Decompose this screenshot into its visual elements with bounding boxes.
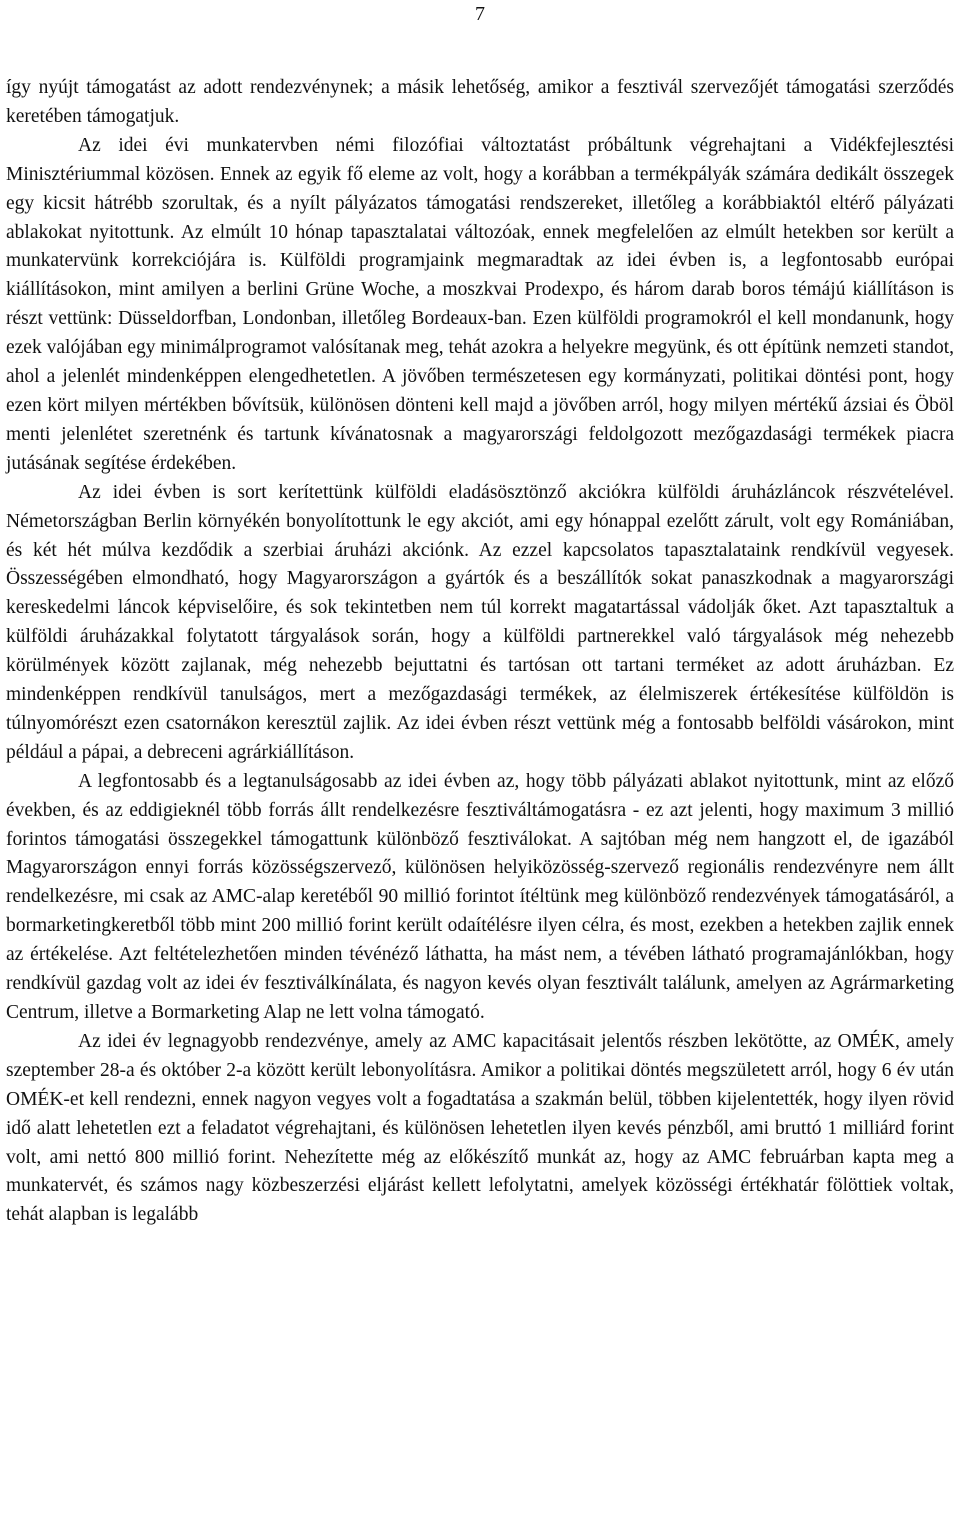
paragraph-sales-actions: Az idei évben is sort kerítettünk külföldi eladásösztönző akciókra külföldi áruházláncok részvételével. Németországban Berlin környékén bonyolítottunk le egy akciót, ami egy hónappal ezelőtt zárult, volt egy Romániában, és két hét múlva kezdődik a szerbiai áruházi akciónk. Az ezzel kapcsolatos tapasztalataink rendkívül vegyesek. Összességében elmondható, hogy Magyarországon a gyártók és a beszállítók sokat panaszkodnak a magyarországi kereskedelmi láncok képviselőire, és sok tekintetben nem túl korrekt magatartással vádolják őket. Azt tapasztaltuk a külföldi áruházakkal folytatott tárgyalások során, hogy a külföldi partnerekkel való tárgyalások még nehezebb körülmények között zajlanak, még nehezebb bejuttatni és tartósan ott tartani terméket az adott áruházban. Ez mindenképpen rendkívül tanulságos, mert a mezőgazdasági termékek, az élelmiszerek értékesítése külföldön is túlnyomórészt ezen csatornákon keresztül zajlik. Az idei évben részt vettünk még a fontosabb belföldi vásárokon, mint például a pápai, a debreceni agrárkiállításon. [6,481,954,763]
page-number: 7 [475,3,485,25]
paragraph-festival-support: A legfontosabb és a legtanulságosabb az idei évben az, hogy több pályázati ablakot nyitottunk, mint az előző években, és az eddigieknél több forrás állt rendelkezésre fesztiváltámogatásra - ez azt jelenti, hogy maximum 3 millió forintos támogatási összegekkel támogattunk különböző fesztiválokat. A sajtóban még nem hangzott el, de igazából Magyarországon ennyi forrás közösségszervező, különösen helyiközösség-szervező regionális rendezvényre nem állt rendelkezésre, mi csak az AMC-alap keretéből 90 millió forintot ítéltünk meg különböző rendezvények támogatásáról, a bormarketingkeretből több mint 200 millió forint került odaítélésre ilyen célra, és most, ezekben a hetekben zajlik ennek az értékelése. Azt feltételezhetően minden tévénéző láthatta, ha mást nem, a tévében látható programajánlókban, hogy rendkívül gazdag volt az idei év fesztiválkínálata, és nagyon kevés olyan fesztivált találunk, amelyen az Agrármarketing Centrum, illetve a Bormarketing Alap ne lett volna támogató. [6,770,954,1023]
document-body [6,74,954,1230]
paragraph-work-plan: Az idei évi munkatervben némi filozófiai változtatást próbáltunk végrehajtani a Vidékfejlesztési Minisztériummal közösen. Ennek az egyik fő eleme az volt, hogy a korábban a termékpályák számára dedikált összegek egy kicsit hátrébb szorultak, és a nyílt pályázatos támogatási rendszereket, illetőleg a korábbiaktól eltérő pályázati ablakokat nyitottunk. Az elmúlt 10 hónap tapasztalatai változóak, ennek megfelelően az elmúlt hetekben sor került a munkatervünk korrekciójára is. Külföldi programjaink megmaradtak az idei évben is, a legfontosabb európai kiállításokon, mint amilyen a berlini Grüne Woche, a moszkvai Prodexpo, és három darab boros témájú kiállításon is részt vettünk: Düsseldorfban, Londonban, illetőleg Bordeaux-ban. Ezen külföldi programokról el kell mondanunk, hogy ezek valójában egy minimálprogramot valósítanak meg, tehát azokra a helyekre megyünk, és ott építünk nemzeti standot, ahol a jelenlét mindenképpen elengedhetetlen. A jövőben természetesen egy kormányzati, politikai döntési pont, hogy ezen kört milyen mértékben bővítsük, különösen dönteni kell majd a jövőben arról, hogy milyen mértékű ázsiai és Öböl menti jelenlétet szeretnénk és tartunk kívánatosnak a magyarországi feldolgozott mezőgazdasági termékek piacra jutásának segítése érdekében. [6,134,954,474]
paragraph-continuation: így nyújt támogatást az adott rendezvénynek; a másik lehetőség, amikor a fesztivál szervezőjét támogatási szerződés keretében támogatjuk. [6,77,954,127]
paragraph-omek: Az idei év legnagyobb rendezvénye, amely az AMC kapacitásait jelentős részben lekötötte, az OMÉK, amely szeptember 28-a és október 2-a között került lebonyolításra. Amikor a politikai döntés megszületett arról, hogy 6 év után OMÉK-et kell rendezni, ennek nagyon vegyes volt a fogadtatása a szakmán belül, többen kijelentették, hogy ilyen rövid idő alatt lehetetlen ezt a feladatot végrehajtani, és különösen lehetetlen ilyen kevés pénzből, ami bruttó 1 milliárd forint volt, ami nettó 800 millió forint. Nehezítette még az előkészítő munkát az, hogy az AMC februárban kapta meg a munkatervét, és számos nagy közbeszerzési eljárást kellett lefolytatni, amelyek közösségi értékhatár fölöttiek voltak, tehát alapban is legalább [6,1030,954,1226]
